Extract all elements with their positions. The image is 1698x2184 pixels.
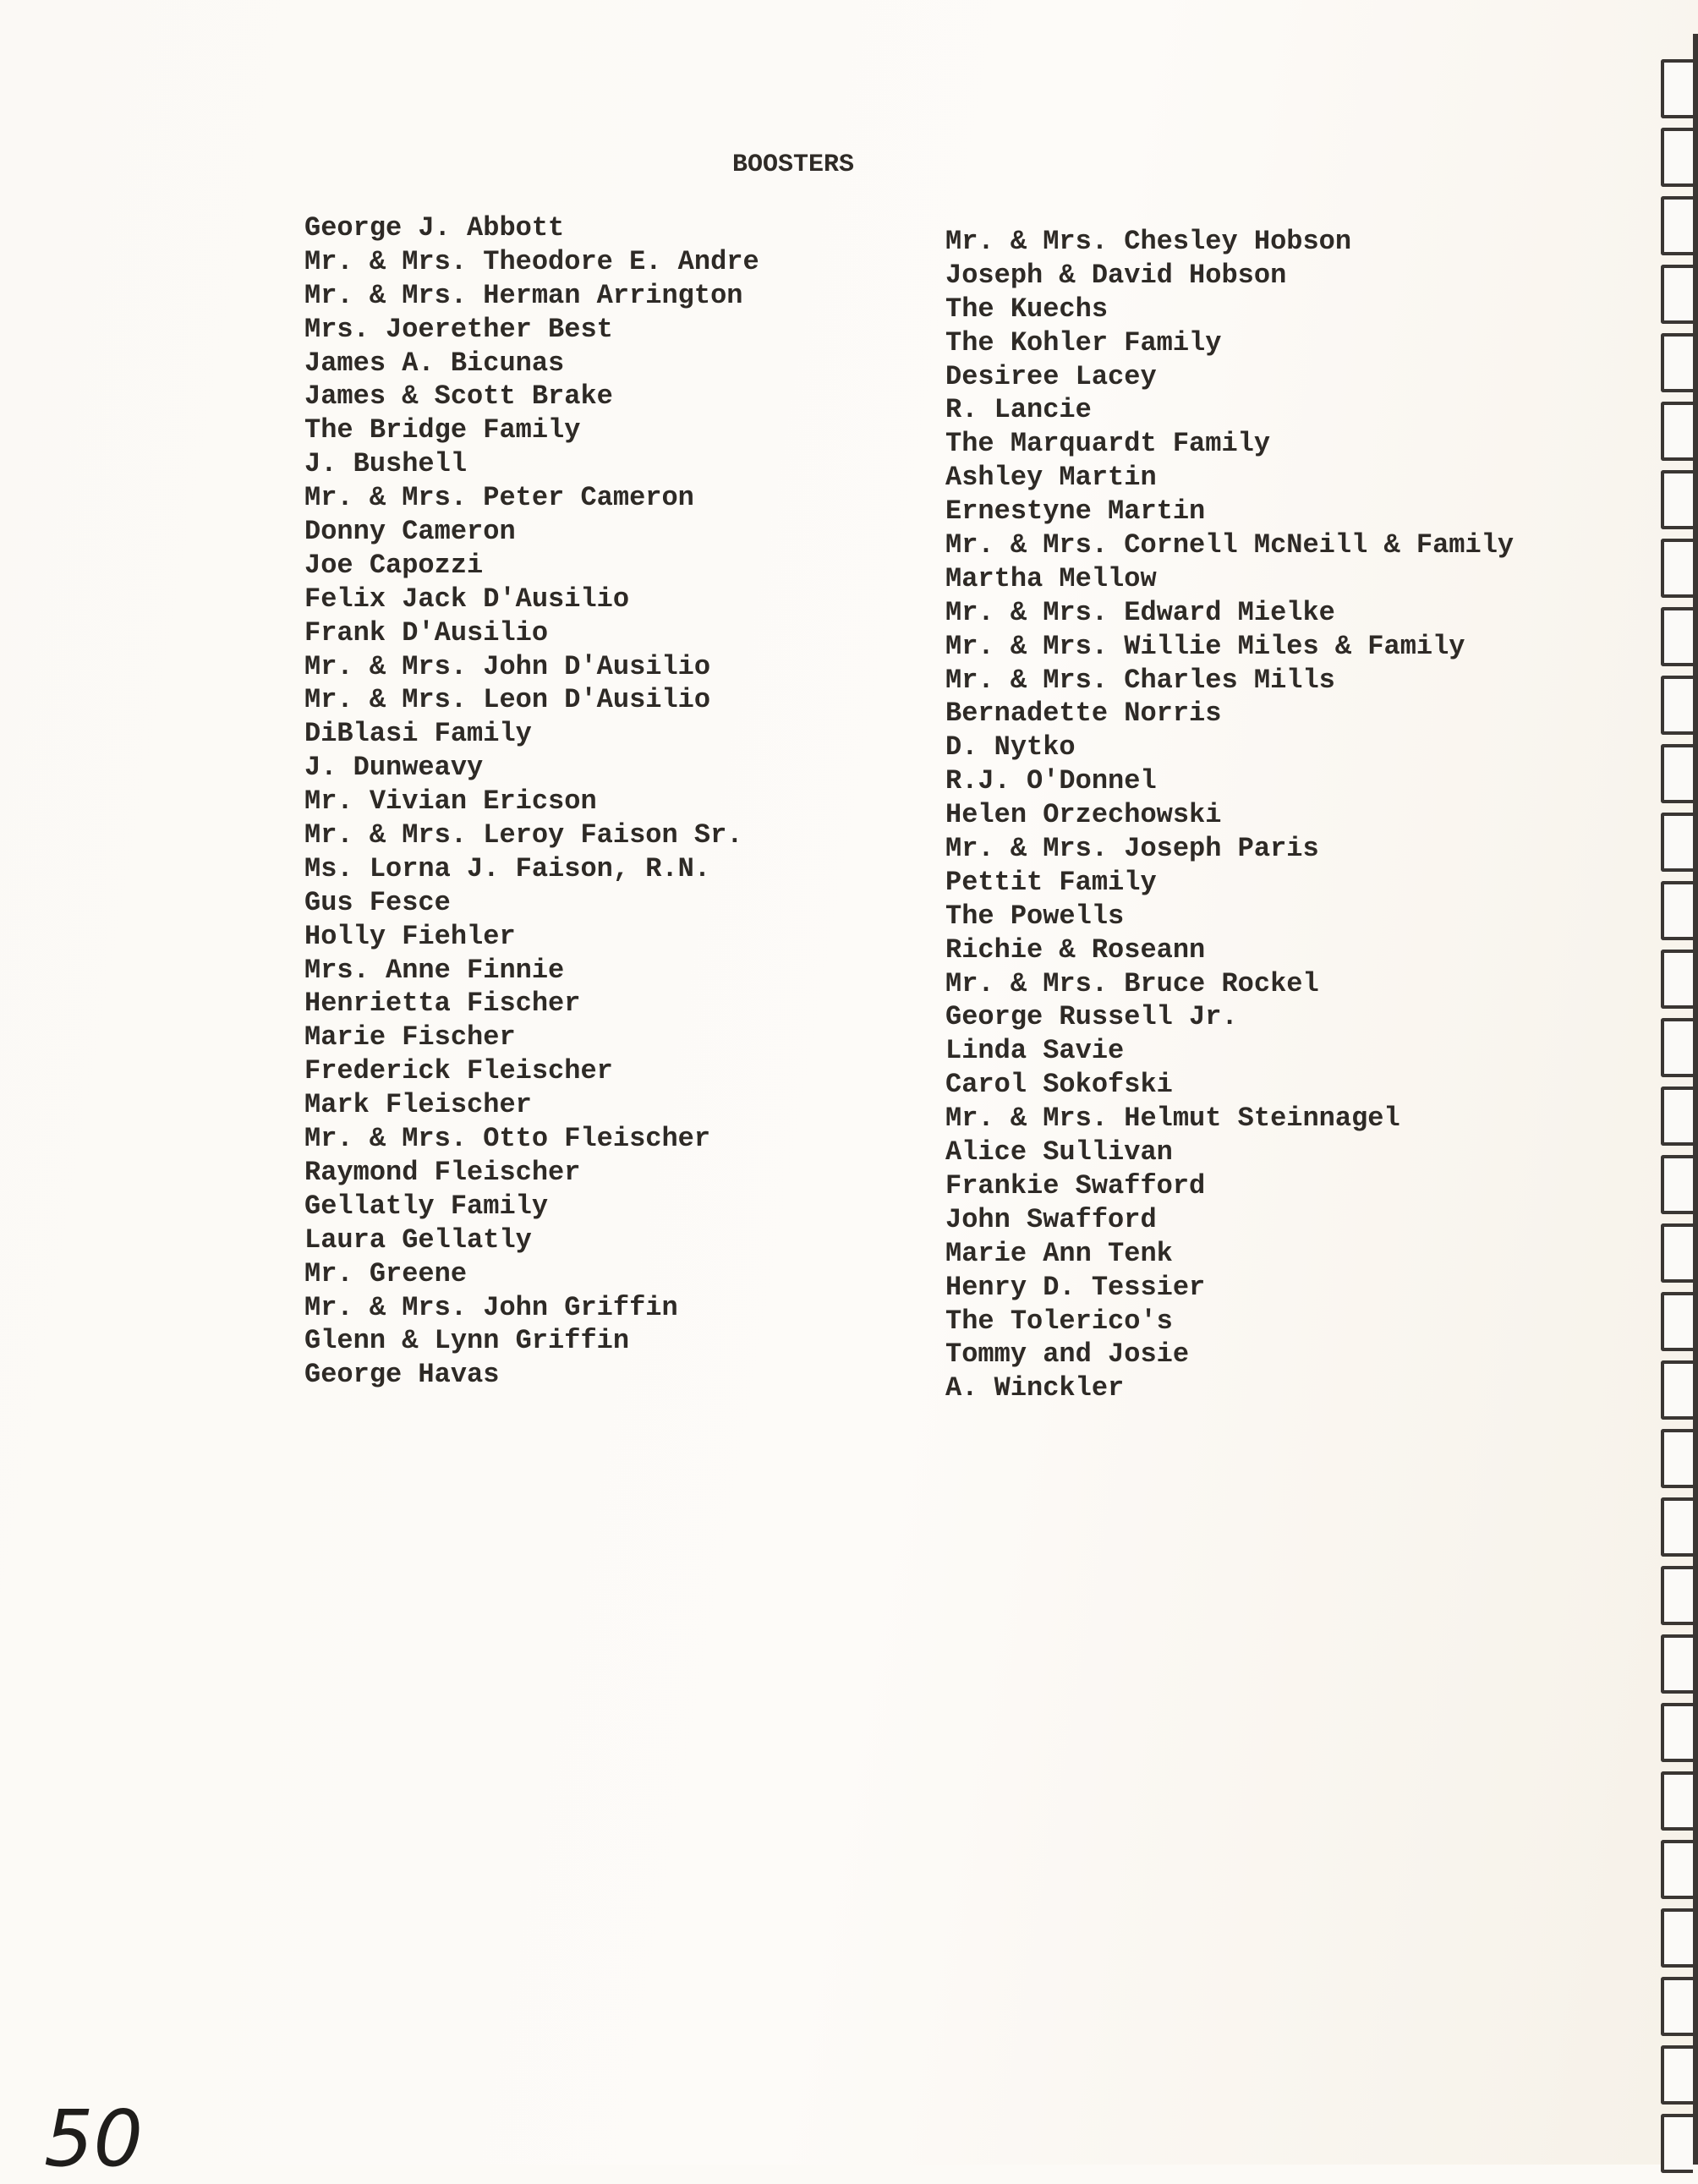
binding-ring-icon [1661,607,1693,666]
booster-name: The Powells [945,900,1125,932]
binding-ring-icon [1661,1223,1693,1283]
binding-spine [1693,34,1698,2165]
binding-ring-icon [1661,881,1693,940]
binding-ring-icon [1661,1292,1693,1351]
booster-name: Frankie Swafford [945,1169,1206,1201]
binding-ring-icon [1661,1634,1693,1694]
booster-name: The Tolerico's [945,1305,1173,1337]
binding-ring-icon [1661,333,1693,392]
binding-ring-icon [1661,2045,1693,2105]
booster-name: Tommy and Josie [945,1338,1190,1371]
booster-name: Ashley Martin [945,462,1157,494]
booster-name: Mr. & Mrs. Leon D'Ausilio [304,684,711,716]
booster-name: Holly Fiehler [304,920,516,952]
booster-name: Desiree Lacey [945,360,1157,392]
binding-ring-icon [1661,676,1693,735]
booster-name: Gellatly Family [304,1190,549,1222]
binding-ring-icon [1661,813,1693,872]
booster-name: Mr. & Mrs. Helmut Steinnagel [945,1103,1400,1135]
booster-name: Mark Fleischer [304,1089,532,1121]
booster-name: Pettit Family [945,866,1157,898]
binding-ring-icon [1661,1018,1693,1077]
booster-name: The Marquardt Family [945,428,1271,460]
booster-name: Mr. & Mrs. John D'Ausilio [304,650,711,682]
binding-ring-icon [1661,470,1693,529]
booster-name: Linda Savie [945,1035,1125,1067]
booster-name: Ernestyne Martin [945,495,1206,528]
booster-name: George Havas [304,1359,500,1391]
boosters-list-right [945,225,1514,1405]
booster-name: Donny Cameron [304,516,516,548]
booster-name: Glenn & Lynn Griffin [304,1325,630,1357]
booster-name: Bernadette Norris [945,698,1222,730]
booster-name: Frederick Fleischer [304,1055,613,1087]
booster-name: Ms. Lorna J. Faison, R.N. [304,852,711,884]
booster-name: R.J. O'Donnel [945,765,1157,797]
booster-name: A. Winckler [945,1372,1125,1404]
binding-ring-icon [1661,1087,1693,1146]
booster-name: DiBlasi Family [304,718,532,750]
binding-ring-icon [1661,1566,1693,1625]
booster-name: Mr. & Mrs. John Griffin [304,1291,678,1323]
binding-ring-icon [1661,1429,1693,1488]
page-number: 50 [44,2094,144,2184]
binding-ring-icon [1661,59,1693,118]
booster-name: Raymond Fleischer [304,1156,581,1188]
binding-ring-icon [1661,1840,1693,1899]
booster-name: Henry D. Tessier [945,1271,1206,1303]
binding-ring-icon [1661,1497,1693,1557]
booster-name: Mr. & Mrs. Edward Mielke [945,596,1335,628]
booster-name: Marie Ann Tenk [945,1237,1173,1269]
binding-ring-icon [1661,402,1693,461]
booster-name: Mr. & Mrs. Leroy Faison Sr. [304,819,743,851]
booster-name: Martha Mellow [945,562,1157,594]
boosters-list-left [304,211,759,1392]
booster-name: James & Scott Brake [304,380,613,413]
booster-name: Mrs. Anne Finnie [304,954,565,986]
spiral-binding-icon [1654,34,1698,2165]
booster-name: Richie & Roseann [945,933,1206,966]
booster-name: Mr. & Mrs. Bruce Rockel [945,967,1319,999]
booster-name: Henrietta Fischer [304,988,581,1020]
binding-ring-icon [1661,539,1693,598]
booster-name: Mr. & Mrs. Charles Mills [945,664,1335,696]
binding-ring-icon [1661,265,1693,324]
booster-name: Mr. & Mrs. Willie Miles & Family [945,630,1465,662]
binding-ring-icon [1661,1703,1693,1762]
booster-name: Carol Sokofski [945,1069,1173,1101]
binding-ring-icon [1661,744,1693,803]
booster-name: J. Bushell [304,448,468,480]
binding-ring-icon [1661,1977,1693,2036]
booster-name: George J. Abbott [304,212,565,244]
booster-name: Mr. & Mrs. Chesley Hobson [945,226,1352,257]
booster-name: George Russell Jr. [945,1001,1238,1033]
booster-name: Joe Capozzi [304,549,484,581]
booster-name: Mr. & Mrs. Theodore E. Andre [304,245,759,277]
booster-name: Alice Sullivan [945,1136,1173,1169]
booster-name: Joseph & David Hobson [945,259,1287,291]
booster-name: Gus Fesce [304,886,451,918]
page-title: BOOSTERS [731,151,855,179]
booster-name: Mr. & Mrs. Otto Fleischer [304,1123,711,1155]
binding-ring-icon [1661,1155,1693,1214]
booster-name: Helen Orzechowski [945,799,1222,831]
booster-name: Laura Gellatly [304,1223,532,1256]
binding-ring-icon [1661,128,1693,187]
booster-name: Mr. & Mrs. Joseph Paris [945,833,1319,865]
booster-name: The Bridge Family [304,414,581,446]
binding-ring-icon [1661,1771,1693,1831]
booster-name: The Kohler Family [945,326,1222,359]
booster-name: Mr. Vivian Ericson [304,785,597,818]
booster-name: Mr. & Mrs. Herman Arrington [304,279,743,311]
binding-ring-icon [1661,950,1693,1009]
booster-name: John Swafford [945,1203,1157,1235]
booster-name: Marie Fischer [304,1021,516,1054]
binding-ring-icon [1661,1360,1693,1420]
booster-name: Mrs. Joerether Best [304,313,613,345]
binding-ring-icon [1661,1908,1693,1968]
booster-name: D. Nytko [945,731,1076,764]
booster-name: James A. Bicunas [304,347,565,379]
booster-name: R. Lancie [945,394,1092,426]
booster-name: Frank D'Ausilio [304,616,549,649]
booster-name: J. Dunweavy [304,752,484,784]
booster-name: Felix Jack D'Ausilio [304,583,630,615]
binding-ring-icon [1661,196,1693,255]
booster-name: Mr. Greene [304,1257,468,1289]
booster-name: Mr. & Mrs. Peter Cameron [304,482,694,514]
booster-name: The Kuechs [945,293,1109,325]
booster-name: Mr. & Mrs. Cornell McNeill & Family [945,529,1515,561]
